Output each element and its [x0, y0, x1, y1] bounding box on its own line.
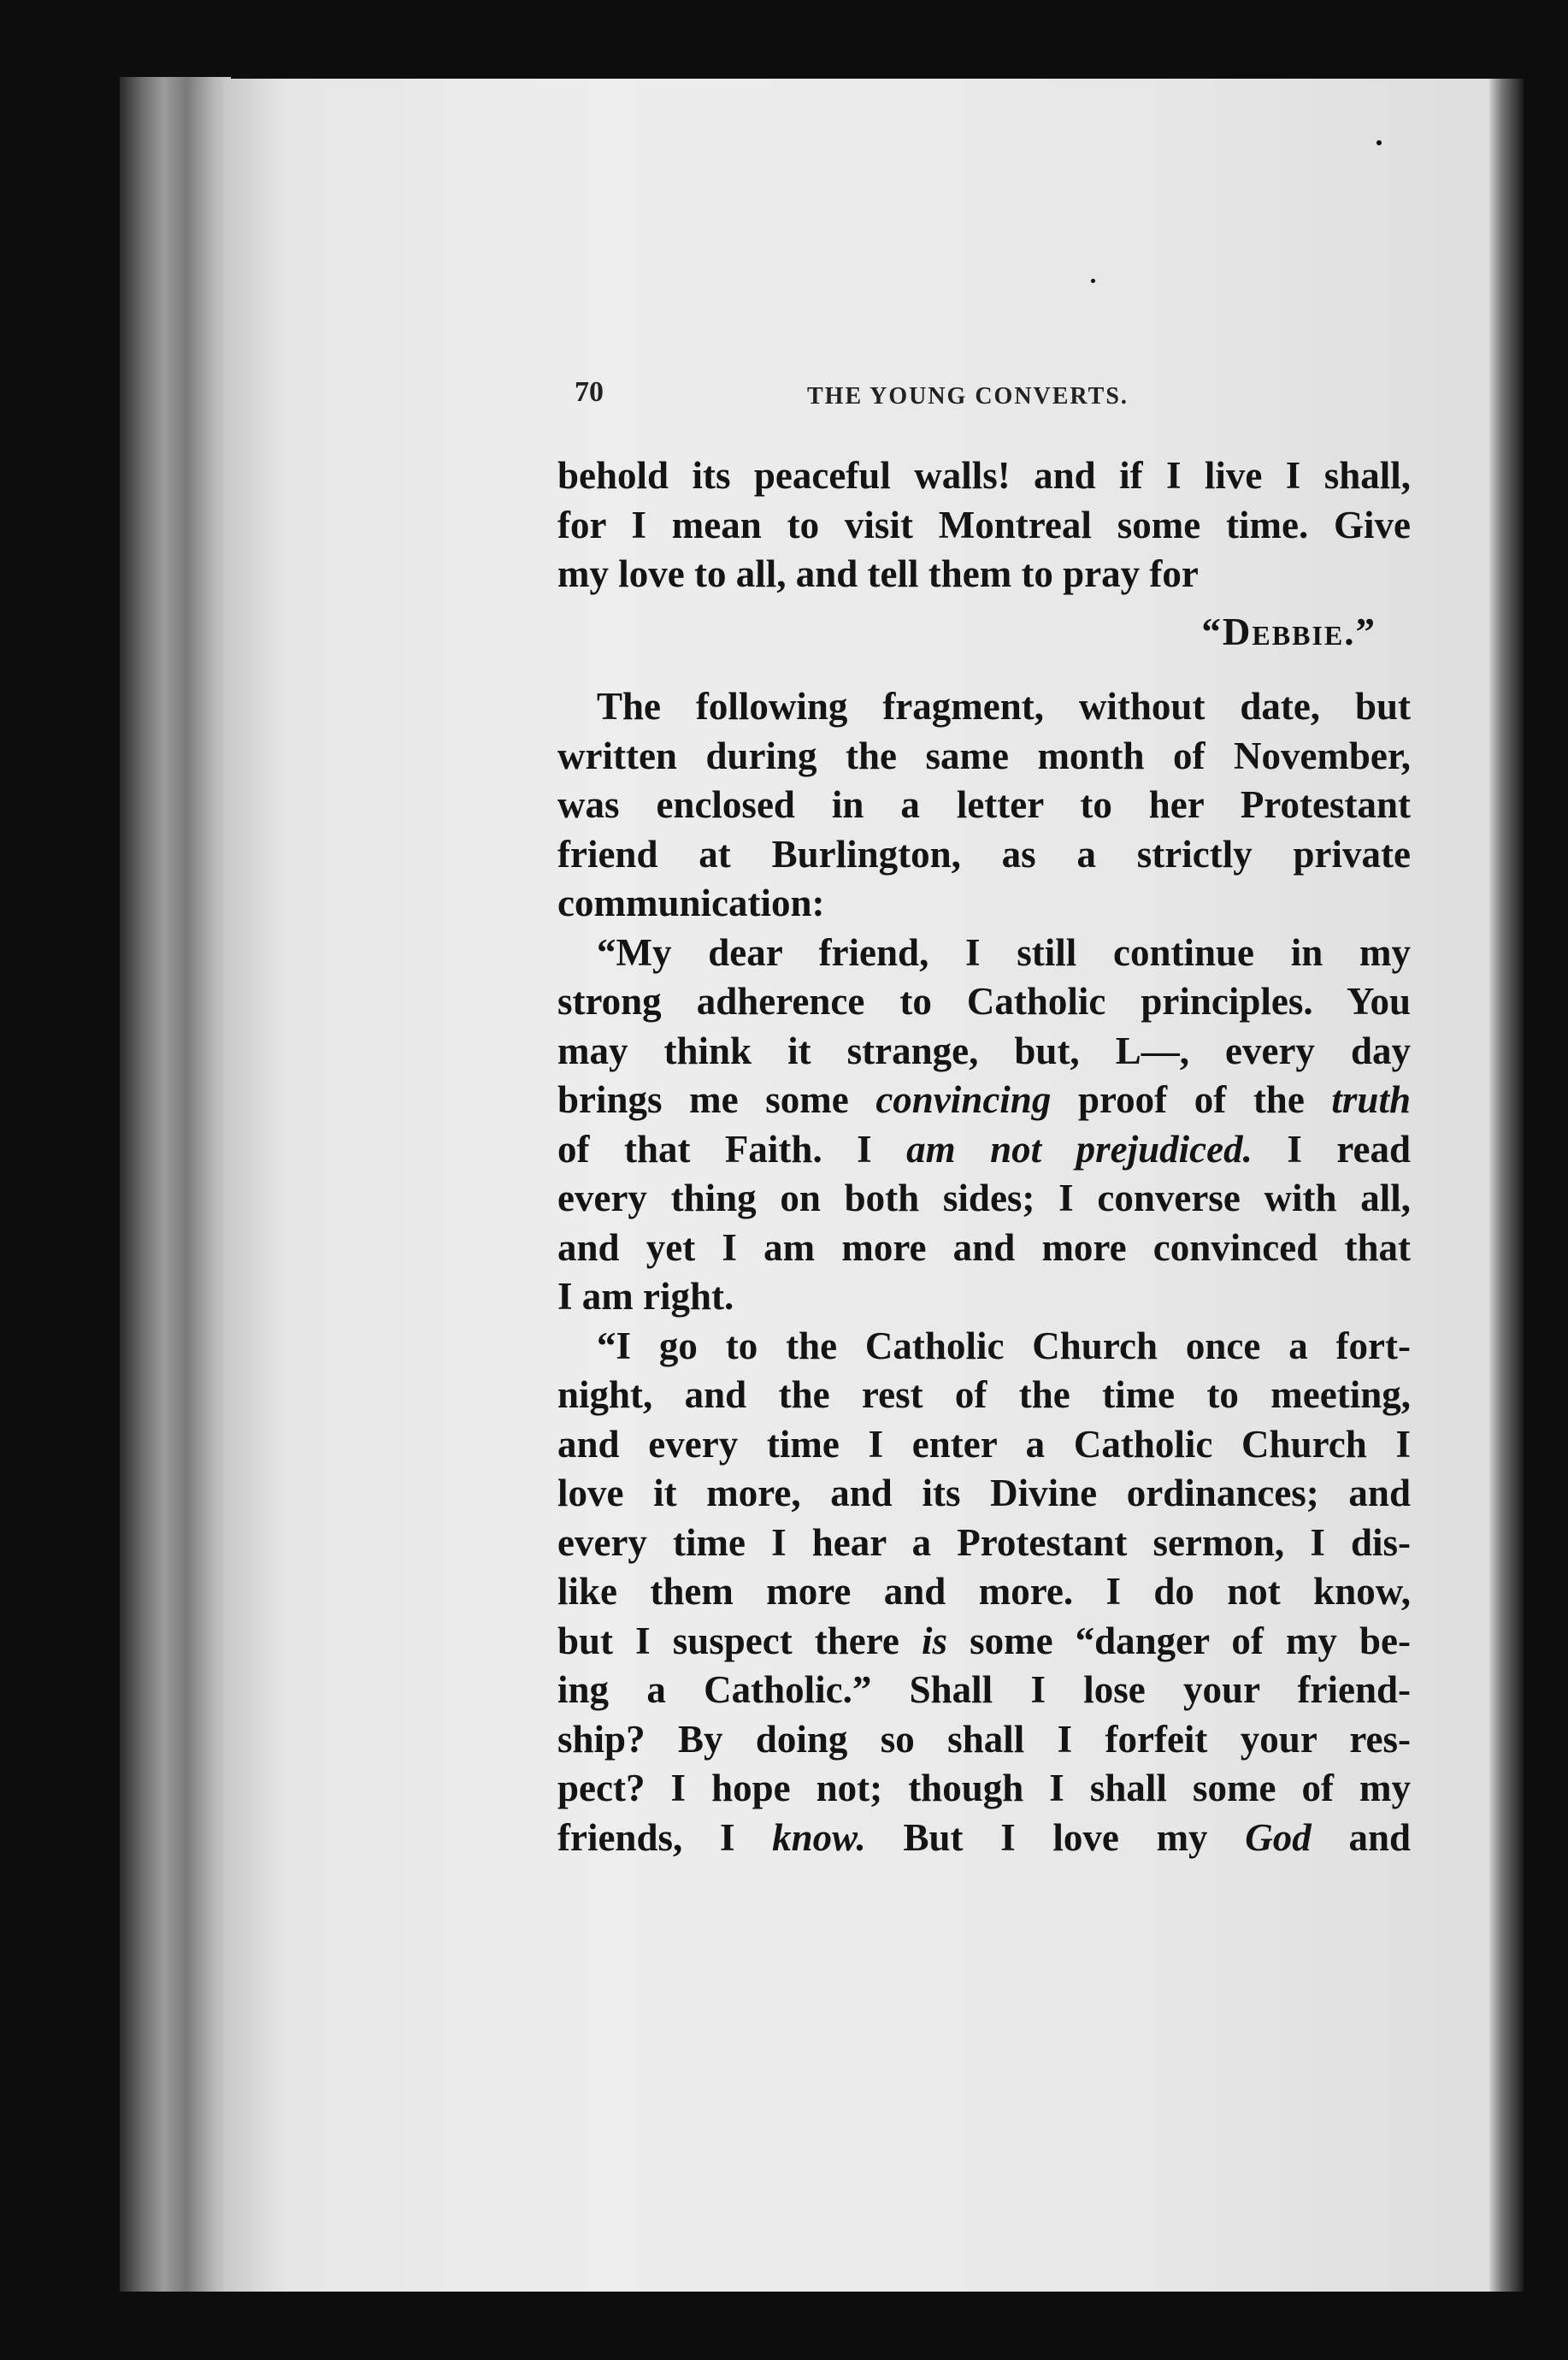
- text-line: [557, 1764, 1411, 1814]
- text-line: [557, 781, 1411, 830]
- signature: “Debbie.”: [1201, 610, 1376, 653]
- text-line: [557, 1420, 1411, 1470]
- text-line: [557, 1076, 1411, 1125]
- text-line: [557, 1567, 1411, 1617]
- text-run: “I go to the Catholic Church once a fort-: [597, 1324, 1411, 1367]
- body-text: [557, 451, 1411, 1862]
- text-run: every time I hear a Protestant sermon, I dis-: [557, 1520, 1411, 1564]
- page-number: 70: [575, 376, 604, 408]
- text-run: But I love my: [865, 1815, 1246, 1859]
- text-line: [557, 1125, 1411, 1175]
- italic-text: am not prejudiced.: [906, 1127, 1253, 1171]
- text-line: [557, 929, 1411, 978]
- italic-text: truth: [1331, 1078, 1411, 1121]
- text-run: and every time I enter a Catholic Church I: [557, 1422, 1411, 1466]
- text-run: my love to all, and tell them to pray for: [557, 552, 1199, 595]
- page-header: [575, 376, 1429, 428]
- text-line: [557, 1224, 1411, 1273]
- text-run: may think it strange, but, L—, every day: [557, 1029, 1411, 1072]
- page-edge-shadow: [1489, 79, 1524, 2292]
- text-run: brings me some: [557, 1078, 876, 1121]
- ink-speck: [1376, 140, 1382, 145]
- text-line: [557, 1272, 1411, 1322]
- text-run: of that Faith. I: [557, 1127, 907, 1171]
- text-line: [557, 682, 1411, 732]
- text-run: I am right.: [557, 1275, 734, 1318]
- italic-text: convincing: [875, 1078, 1052, 1121]
- text-run: love it more, and its Divine ordinances; and: [557, 1472, 1411, 1514]
- text-run: for I mean to visit Montreal some time. Give: [557, 503, 1411, 546]
- text-line: [557, 1469, 1411, 1519]
- text-run: some “danger of my be-: [947, 1619, 1411, 1662]
- text-line: [557, 732, 1411, 782]
- text-run: friends, I: [557, 1815, 773, 1859]
- text-run: ship? By doing so shall I forfeit your res-: [557, 1717, 1411, 1761]
- text-run: pect? I hope not; though I shall some of my: [557, 1767, 1411, 1809]
- text-run: proof of the: [1051, 1078, 1332, 1121]
- text-line: [557, 830, 1411, 880]
- text-line: [557, 451, 1411, 501]
- fragment-paragraphs: [557, 682, 1411, 1862]
- text-line: [557, 1174, 1411, 1224]
- text-run: ing a Catholic.” Shall I lose your friend-: [557, 1668, 1411, 1711]
- italic-text: God: [1245, 1815, 1312, 1859]
- italic-text: know.: [772, 1815, 866, 1859]
- text-run: I read: [1252, 1127, 1411, 1171]
- letter-closing-lines: [557, 451, 1411, 599]
- text-run: and yet I am more and more convinced that: [557, 1225, 1411, 1269]
- text-line: [557, 977, 1411, 1027]
- text-line: [557, 1322, 1411, 1372]
- text-line: [557, 550, 1411, 599]
- text-line: [557, 1027, 1411, 1077]
- text-run: strong adherence to Catholic principles. You: [557, 980, 1411, 1023]
- text-line: [557, 1617, 1411, 1667]
- running-title: THE YOUNG CONVERTS.: [807, 383, 1129, 410]
- text-run: written during the same month of November,: [557, 734, 1411, 777]
- text-run: like them more and more. I do not know,: [557, 1570, 1411, 1613]
- text-run: but I suspect there: [557, 1619, 922, 1662]
- text-line: [557, 501, 1411, 551]
- text-run: night, and the rest of the time to meeting,: [557, 1373, 1411, 1416]
- text-line: [557, 879, 1411, 929]
- book-binding-shadow: [120, 77, 231, 2292]
- ink-speck: [1091, 279, 1095, 283]
- text-run: behold its peaceful walls! and if I live I shall,: [557, 454, 1411, 497]
- text-run: communication:: [557, 882, 825, 924]
- text-line: [557, 1519, 1411, 1568]
- text-run: “My dear friend, I still continue in my: [597, 930, 1411, 974]
- text-line: [557, 1371, 1411, 1420]
- text-run: The following fragment, without date, but: [597, 685, 1411, 728]
- text-line: [557, 1814, 1411, 1863]
- text-run: every thing on both sides; I converse with all,: [557, 1177, 1411, 1219]
- italic-text: is: [921, 1619, 947, 1662]
- text-run: was enclosed in a letter to her Protestant: [557, 783, 1411, 826]
- text-line: [557, 1715, 1411, 1765]
- text-run: and: [1311, 1815, 1411, 1859]
- text-line: [557, 1666, 1411, 1715]
- text-run: friend at Burlington, as a strictly private: [557, 832, 1411, 876]
